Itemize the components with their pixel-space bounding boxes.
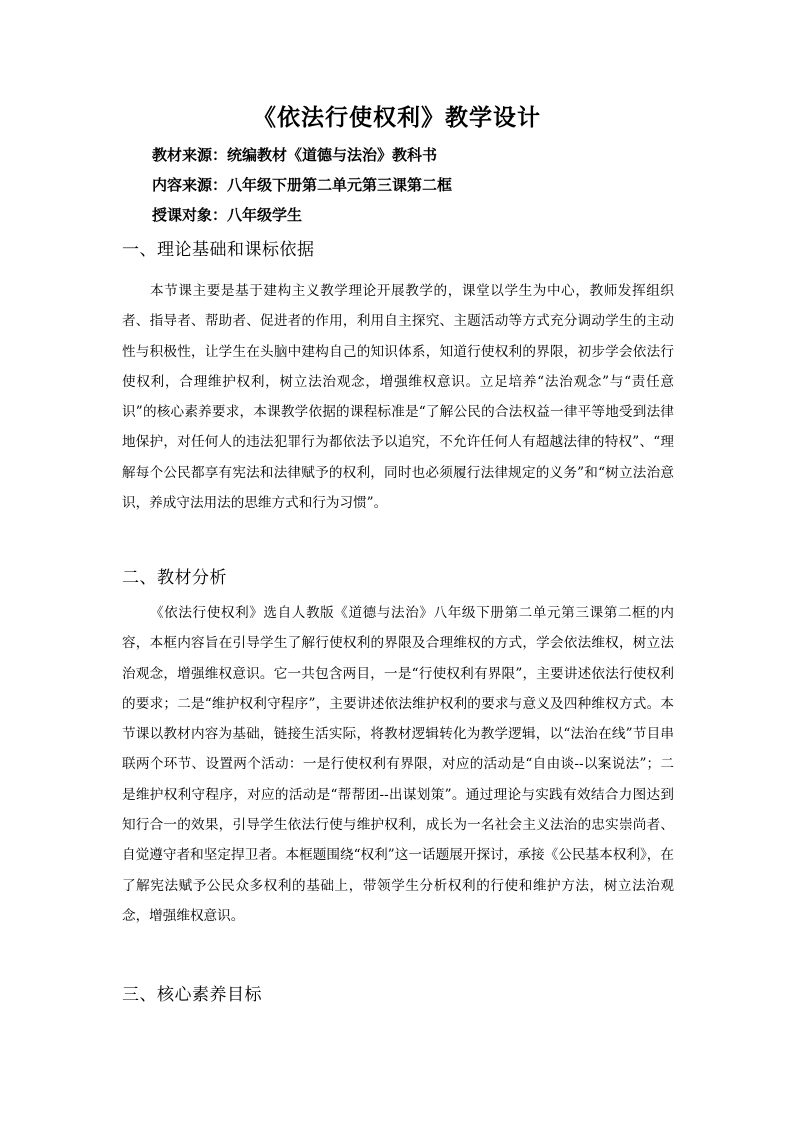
meta-audience: 授课对象：八年级学生 (152, 206, 303, 224)
document-title: 《依法行使权利》教学设计 (253, 104, 541, 131)
meta-content-source: 内容来源：八年级下册第二单元第三课第二框 (152, 176, 453, 194)
section-heading-theory: 一、理论基础和课标依据 (122, 240, 315, 260)
section-heading-core-literacy: 三、核心素养目标 (122, 985, 262, 1005)
section-paragraph-theory: 本节课主要是基于建构主义教学理论开展教学的，课堂以学生为中心，教师发挥组织者、指导者、帮助者、促进者的作用，利用自主探究、主题活动等方式充分调动学生的主动性与积极性，让学生在头脑中建构自己的知识体系，知道行使权利的界限，初步学会依法行使权利，合理维护权利，树立法治观念，增强维权意识。立足培养“法治观念”与“责任意识”的核心素养要求，本课教学依据的课程标准是“了解公民的合法权益一律平等地受到法律地保护，对任何人的违法犯罪行为都依法予以追究，不允许任何人有超越法律的特权”、“理解每个公民都享有宪法和法律赋予的权利，同时也必须履行法律规定的义务”和“树立法治意识，养成守法用法的思维方式和行为习惯”。 (122, 283, 674, 512)
section-heading-textbook-analysis: 二、教材分析 (122, 568, 227, 588)
section-paragraph-textbook-analysis: 《依法行使权利》选自人教版《道德与法治》八年级下册第二单元第三课第二框的内容，本框内容旨在引导学生了解行使权利的界限及合理维权的方式，学会依法维权，树立法治观念，增强维权意识。它一共包含两目，一是“行使权利有界限”，主要讲述依法行使权利的要求；二是“维护权利守程序”，主要讲述依法维护权利的要求与意义及四种维权方式。本节课以教材内容为基础，链接生活实际，将教材逻辑转化为教学逻辑，以“法治在线”节目串联两个环节、设置两个活动：一是行使权利有界限，对应的活动是“自由谈--以案说法”；二是维护权利守程序，对应的活动是“帮帮团--出谋划策”。通过理论与实践有效结合力图达到知行合一的效果，引导学生依法行使与维护权利，成长为一名社会主义法治的忠实崇尚者、自觉遵守者和坚定捍卫者。本框题围绕“权利”这一话题展开探讨，承接《公民基本权利》，在了解宪法赋予公民众多权利的基础上，带领学生分析权利的行使和维护方法，树立法治观念，增强维权意识。 (122, 605, 674, 924)
meta-textbook-source: 教材来源：统编教材《道德与法治》教科书 (152, 146, 438, 164)
